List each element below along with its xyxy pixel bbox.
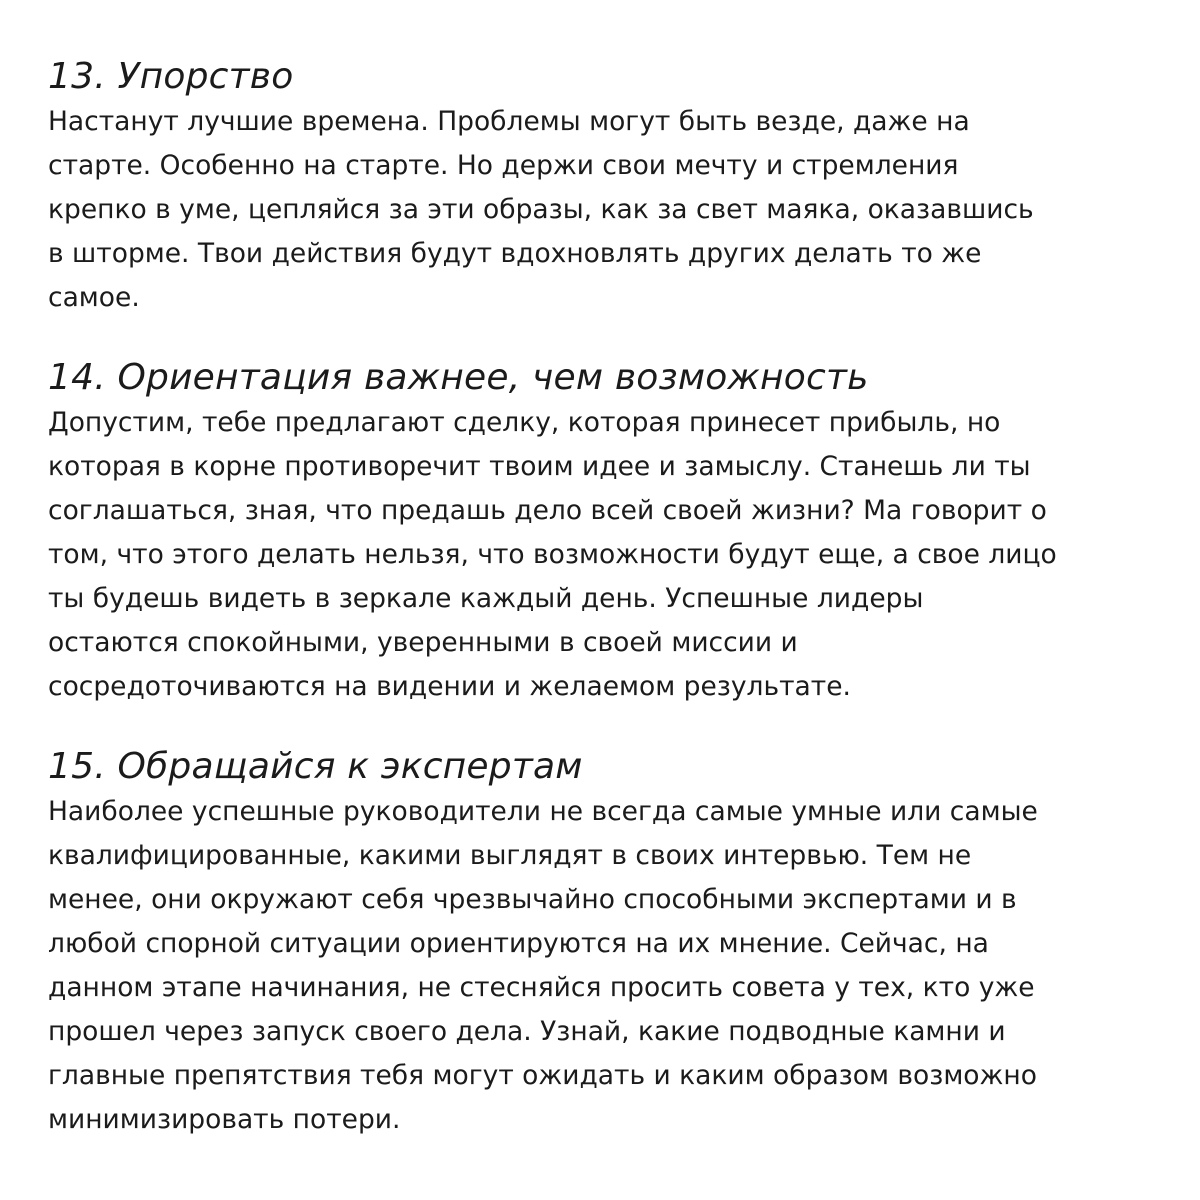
section-heading: 15. Обращайся к экспертам: [48, 746, 583, 787]
section-body: [48, 790, 1168, 1142]
text-line: данном этапе начинания, не стесняйся просить совета у тех, кто уже: [48, 972, 1035, 1003]
text-line: менее, они окружают себя чрезвычайно способными экспертами и в: [48, 884, 1017, 915]
text-line: том, что этого делать нельзя, что возможности будут еще, а свое лицо: [48, 539, 1057, 570]
text-line: Наиболее успешные руководители не всегда самые умные или самые: [48, 796, 1038, 827]
text-line: которая в корне противоречит твоим идее и замыслу. Станешь ли ты: [48, 451, 1031, 482]
section-body: [48, 100, 1168, 320]
section-body: [48, 401, 1168, 709]
text-line: Допустим, тебе предлагают сделку, которая принесет прибыль, но: [48, 407, 1001, 438]
text-line: остаются спокойными, уверенными в своей миссии и: [48, 627, 798, 658]
text-line: главные препятствия тебя могут ожидать и каким образом возможно: [48, 1060, 1037, 1091]
text-line: самое.: [48, 282, 140, 313]
text-line: минимизировать потери.: [48, 1104, 401, 1135]
section-14-orientation: [48, 355, 1168, 709]
text-line: в шторме. Твои действия будут вдохновлять других делать то же: [48, 238, 982, 269]
text-line: прошел через запуск своего дела. Узнай, какие подводные камни и: [48, 1016, 1006, 1047]
text-line: крепко в уме, цепляйся за эти образы, как за свет маяка, оказавшись: [48, 194, 1034, 225]
text-line: старте. Особенно на старте. Но держи свои мечту и стремления: [48, 150, 959, 181]
section-13-persistence: [48, 54, 1168, 320]
text-line: любой спорной ситуации ориентируются на их мнение. Сейчас, на: [48, 928, 989, 959]
text-line: ты будешь видеть в зеркале каждый день. Успешные лидеры: [48, 583, 924, 614]
section-heading: 13. Упорство: [48, 56, 294, 97]
section-heading: 14. Ориентация важнее, чем возможность: [48, 357, 869, 398]
section-15-experts: [48, 744, 1168, 1142]
text-line: соглашаться, зная, что предашь дело всей своей жизни? Ма говорит о: [48, 495, 1047, 526]
text-line: квалифицированные, какими выглядят в своих интервью. Тем не: [48, 840, 972, 871]
text-line: Настанут лучшие времена. Проблемы могут быть везде, даже на: [48, 106, 970, 137]
document-page: [48, 54, 1168, 1142]
text-line: сосредоточиваются на видении и желаемом результате.: [48, 671, 851, 702]
